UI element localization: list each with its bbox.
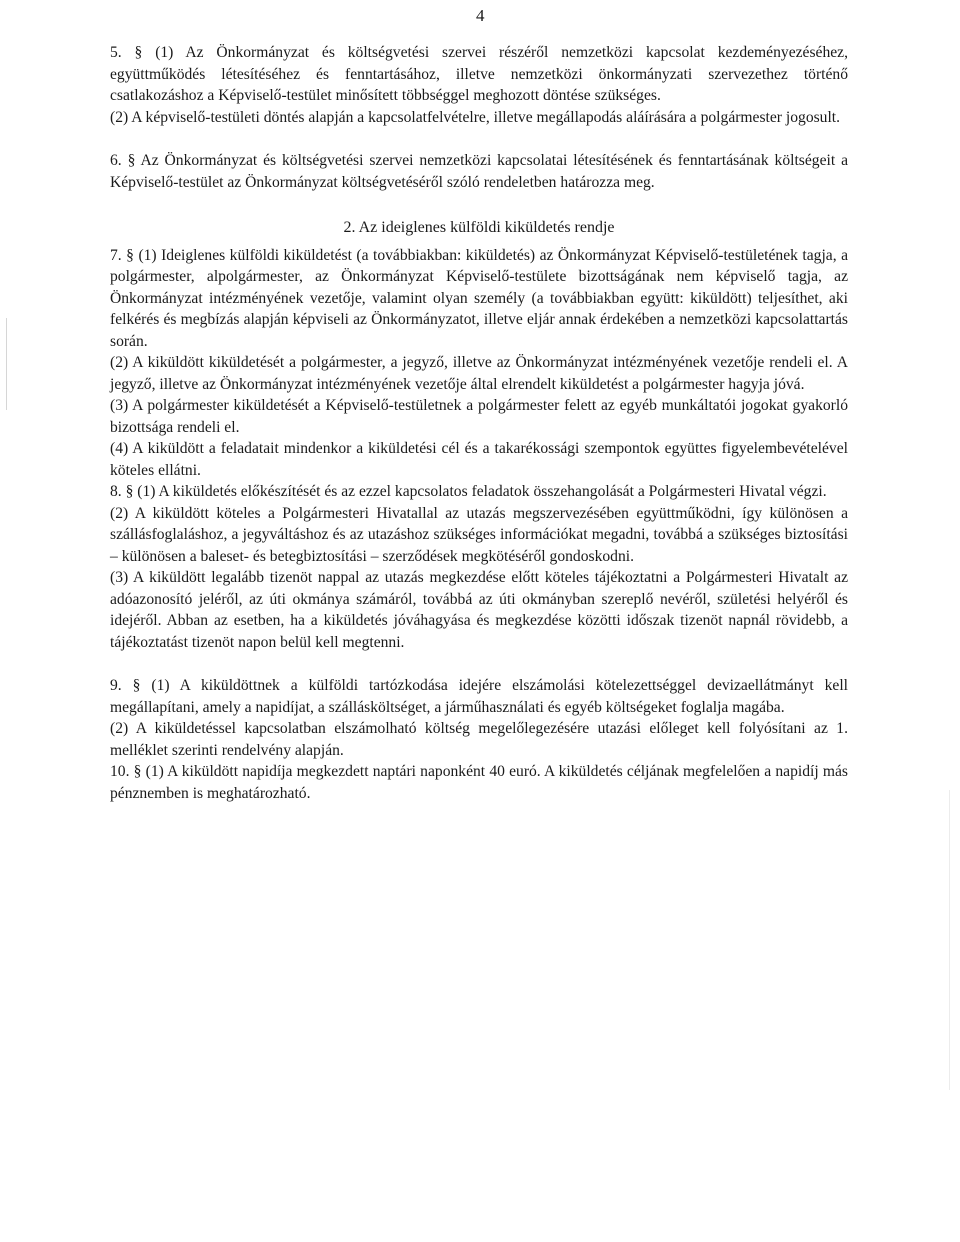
paragraph-8-1: 8. § (1) A kiküldetés előkészítését és az ezzel kapcsolatos feladatok összehangolását a Polgármesteri Hivatal végzi. bbox=[110, 483, 827, 500]
paragraph-7-2: (2) A kiküldött kiküldetését a polgármester, a jegyző, illetve az Önkormányzat intézményének vezetője rendeli el. A jegyző, illetve az Önkormányzat intézményének vezetője által elrendelt kiküldetést a polgármester hagyja jóvá. bbox=[110, 354, 848, 393]
paragraph-9-2: (2) A kiküldetéssel kapcsolatban elszámolható költség megelőlegezésére utazási előleget kell folyósítani az 1. melléklet szerinti rendelvény alapján. bbox=[110, 720, 848, 759]
paragraph-5-1: 5. § (1) Az Önkormányzat és költségvetési szervei részéről nemzetközi kapcsolat kezdeményezéséhez, együttműködés létesítéséhez és fenntartásához, illetve nemzetközi önkormányzati szervezethez történő csatlakozáshoz a Képviselő-testület minősített többséggel meghozott döntése szükséges. bbox=[110, 44, 848, 104]
paragraph-9-1: 9. § (1) A kiküldöttnek a külföldi tartózkodása idejére elszámolási kötelezettséggel devizaellátmányt kell megállapítani, amely a napidíjat, a szállásköltséget, a járműhasználati és egyéb költségeket foglalja magába. bbox=[110, 677, 848, 716]
paragraph-10-1: 10. § (1) A kiküldött napidíja megkezdett naptári naponként 40 euró. A kiküldetés céljának megfelelően a napidíj más pénznemben is meghatározható. bbox=[110, 763, 848, 802]
paragraph-6: 6. § Az Önkormányzat és költségvetési szervei nemzetközi kapcsolatai létesítésének és fenntartásának költségeit a Képviselő-testület az Önkormányzat költségvetéséről szóló rendeletben határozza meg. bbox=[110, 152, 848, 191]
section-heading: 2. Az ideiglenes külföldi kiküldetés rendje bbox=[343, 219, 615, 236]
paragraph-5-2: (2) A képviselő-testületi döntés alapján a kapcsolatfelvételre, illetve megállapodás aláírására a polgármester jogosult. bbox=[110, 108, 841, 126]
scan-artifact-line bbox=[949, 790, 950, 1090]
paragraph-8-2: (2) A kiküldött köteles a Polgármesteri Hivatallal az utazás megszervezésében együttműködni, így különösen a szállásfoglaláshoz, a jegyváltáshoz és az utazáshoz szükséges információkat megadni, továbbá a szükséges biztosítási – különösen a baleset- és betegbiztosítási – szerződések megkötéséről gondoskodni. bbox=[110, 504, 848, 565]
paragraph-7-3: (3) A polgármester kiküldetését a Képviselő-testületnek a polgármester felett az egyéb munkáltatói jogokat gyakorló bizottsága rendeli el. bbox=[110, 397, 848, 436]
paragraph-8-3: (3) A kiküldött legalább tizenöt nappal az utazás megkezdése előtt köteles tájékoztatni a Polgármesteri Hivatalt az adóazonosító jeléről, az úti okmánya számáról, továbbá az úti okmányban szereplő nevéről, születési helyéről és idejéről. Abban az esetben, ha a kiküldetés jóváhagyása és megkezdése közötti időszak tizenöt napnál rövidebb, a tájékoztatást tizenöt napon belül kell megtenni. bbox=[110, 569, 848, 651]
paragraph-7-4: (4) A kiküldött a feladatait mindenkor a kiküldetési cél és a takarékossági szempontok együttes figyelembevételével köteles ellátni. bbox=[110, 440, 848, 479]
paragraph-7-1: 7. § (1) Ideiglenes külföldi kiküldetést (a továbbiakban: kiküldetés) az Önkormányzat Képviselő-testületének tagja, a polgármester, alpolgármester, az Önkormányzat Képviselő-testülete bizottságának nem képviselő tagja, az Önkormányzat intézményének vezetője, valamint olyan személy (a továbbiakban együtt: kiküldött) teljesíthet, aki felkérés és megbízás alapján képviseli az Önkormányzatot, illetve eljár annak érdekében a nemzetközi kapcsolattartás során. bbox=[110, 246, 848, 350]
scan-artifact-line bbox=[6, 318, 7, 410]
page-number: 4 bbox=[476, 6, 485, 25]
document-body bbox=[110, 42, 848, 804]
